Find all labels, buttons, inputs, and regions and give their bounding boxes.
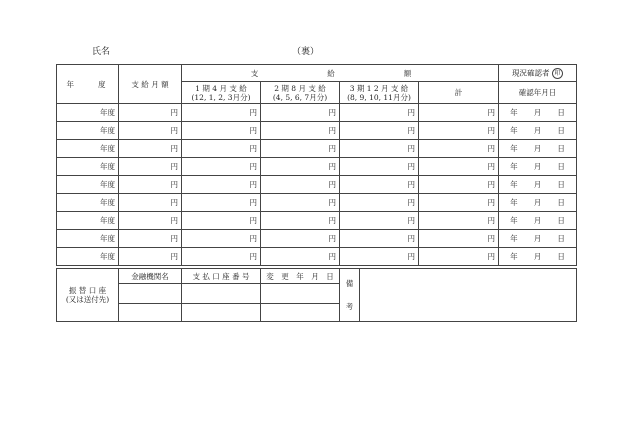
account-number-header: 支 払 口 座 番 号 [182,269,261,284]
date-day: 日 [557,252,565,261]
period-2-cell[interactable]: 円 [261,230,340,248]
date-parts [502,198,573,207]
date-month: 月 [533,108,542,117]
date-day: 日 [557,108,565,117]
monthly-amount-cell[interactable]: 円 [119,176,182,194]
period-1-cell[interactable]: 円 [182,212,261,230]
change-date-field[interactable] [261,304,340,322]
confirm-date-cell[interactable] [499,122,577,140]
date-month: 月 [533,252,542,261]
total-cell[interactable]: 円 [419,194,499,212]
confirm-date-cell[interactable] [499,194,577,212]
period-2-cell[interactable]: 円 [261,212,340,230]
monthly-amount-cell[interactable]: 円 [119,158,182,176]
period-2-cell[interactable]: 円 [261,194,340,212]
period-3-cell[interactable]: 円 [340,176,419,194]
table-row [57,140,577,158]
table-row [57,176,577,194]
period-3-header [340,82,419,104]
period-2-cell[interactable]: 円 [261,248,340,266]
period-1-note: (12, 1, 2, 3月分) [191,92,251,102]
year-cell[interactable]: 年度 [57,194,119,212]
date-month: 月 [533,180,542,189]
period-2-cell[interactable]: 円 [261,140,340,158]
monthly-amount-cell[interactable]: 円 [119,140,182,158]
date-month: 月 [533,144,542,153]
period-2-label: 2 期 8 月 支 給 [274,83,326,93]
table-row [57,212,577,230]
date-month: 月 [533,234,542,243]
confirm-date-cell[interactable] [499,158,577,176]
period-1-cell[interactable]: 円 [182,158,261,176]
period-3-cell[interactable]: 円 [340,230,419,248]
period-3-cell[interactable]: 円 [340,140,419,158]
confirmer-header [499,65,577,82]
period-2-cell[interactable]: 円 [261,176,340,194]
date-parts [502,252,573,261]
date-parts [502,234,573,243]
bank-name-field[interactable] [119,284,182,304]
year-cell[interactable]: 年度 [57,158,119,176]
period-3-note: (8, 9, 10, 11月分) [347,92,411,102]
confirm-date-cell[interactable] [499,248,577,266]
year-cell[interactable]: 年度 [57,140,119,158]
date-year: 年 [510,126,518,135]
table-row [57,194,577,212]
monthly-amount-cell[interactable]: 円 [119,194,182,212]
table-row [57,104,577,122]
monthly-amount-header: 支 給 月 額 [119,65,182,104]
account-label-line2: (又は送付先) [65,295,110,304]
date-day: 日 [557,180,565,189]
date-month: 月 [533,216,542,225]
total-cell[interactable]: 円 [419,212,499,230]
table-row [57,248,577,266]
date-year: 年 [510,144,518,153]
confirm-date-cell[interactable] [499,140,577,158]
table-row [57,122,577,140]
monthly-amount-cell[interactable]: 円 [119,122,182,140]
period-1-cell[interactable]: 円 [182,194,261,212]
monthly-amount-cell[interactable]: 円 [119,230,182,248]
period-3-cell[interactable]: 円 [340,248,419,266]
date-year: 年 [510,162,518,171]
total-cell[interactable]: 円 [419,104,499,122]
period-3-cell[interactable]: 円 [340,122,419,140]
date-day: 日 [557,234,565,243]
table-row [57,230,577,248]
period-2-cell[interactable]: 円 [261,158,340,176]
remarks-char-1: 備 [345,279,354,288]
date-parts [502,144,573,153]
total-cell[interactable]: 円 [419,230,499,248]
period-1-header [182,82,261,104]
period-1-cell[interactable]: 円 [182,230,261,248]
total-header: 計 [419,82,499,104]
period-2-cell[interactable]: 円 [261,122,340,140]
period-1-cell[interactable]: 円 [182,122,261,140]
account-label-line1: 振 替 口 座 [68,286,107,295]
confirm-date-cell[interactable] [499,212,577,230]
confirm-date-header: 確認年月日 [499,82,577,104]
date-year: 年 [510,198,518,207]
total-cell[interactable]: 円 [419,248,499,266]
year-cell[interactable]: 年度 [57,104,119,122]
date-parts [502,216,573,225]
benefit-table [56,64,577,266]
date-day: 日 [557,144,565,153]
period-3-cell[interactable]: 円 [340,194,419,212]
remarks-label-cell [340,269,360,322]
account-number-field[interactable] [182,304,261,322]
confirm-date-cell[interactable] [499,230,577,248]
change-date-header: 変 更 年 月 日 [261,269,340,284]
date-day: 日 [557,216,565,225]
period-1-cell[interactable]: 円 [182,140,261,158]
date-year: 年 [510,108,518,117]
period-1-cell[interactable]: 円 [182,248,261,266]
period-3-cell[interactable]: 円 [340,104,419,122]
period-2-header [261,82,340,104]
account-label-cell [57,269,119,322]
period-3-cell[interactable]: 円 [340,212,419,230]
account-number-field[interactable] [182,284,261,304]
date-day: 日 [557,126,565,135]
year-cell[interactable]: 年度 [57,248,119,266]
bank-name-header: 金融機関名 [119,269,182,284]
date-month: 月 [533,162,542,171]
year-cell[interactable]: 年度 [57,122,119,140]
total-cell[interactable]: 円 [419,140,499,158]
date-year: 年 [510,252,518,261]
period-2-note: (4, 5, 6, 7月分) [272,92,328,102]
payment-amount-header: 支 給 額 [182,65,499,82]
period-3-label: 3 期 1 2 月 支 給 [349,83,409,93]
date-month: 月 [533,198,542,207]
period-3-cell[interactable]: 円 [340,158,419,176]
confirm-date-cell[interactable] [499,104,577,122]
table-row [57,158,577,176]
bank-name-field[interactable] [119,304,182,322]
monthly-amount-cell[interactable]: 円 [119,104,182,122]
confirmer-label: 現況確認者 [512,68,550,77]
date-parts [502,126,573,135]
date-parts [502,180,573,189]
remarks-field[interactable] [360,269,577,322]
date-parts [502,162,573,171]
period-1-cell[interactable]: 円 [182,176,261,194]
date-year: 年 [510,234,518,243]
period-2-cell[interactable]: 円 [261,104,340,122]
date-month: 月 [533,126,542,135]
side-label: （裏） [292,47,320,57]
date-day: 日 [557,198,565,207]
confirm-date-cell[interactable] [499,176,577,194]
date-year: 年 [510,216,518,225]
change-date-field[interactable] [261,284,340,304]
year-cell[interactable]: 年度 [57,212,119,230]
date-parts [502,108,573,117]
date-day: 日 [557,162,565,171]
period-1-cell[interactable]: 円 [182,104,261,122]
remarks-char-2: 考 [345,302,354,311]
total-cell[interactable]: 円 [419,176,499,194]
monthly-amount-cell[interactable]: 円 [119,212,182,230]
year-header: 年 度 [57,65,119,104]
monthly-amount-cell[interactable]: 円 [119,248,182,266]
period-1-label: 1 期 4 月 支 給 [195,83,247,93]
seal-mark: 印 [552,68,563,79]
total-cell[interactable]: 円 [419,158,499,176]
year-cell[interactable]: 年度 [57,176,119,194]
year-cell[interactable]: 年度 [57,230,119,248]
date-year: 年 [510,180,518,189]
total-cell[interactable]: 円 [419,122,499,140]
name-label: 氏名 [92,47,111,57]
account-table [56,268,577,322]
